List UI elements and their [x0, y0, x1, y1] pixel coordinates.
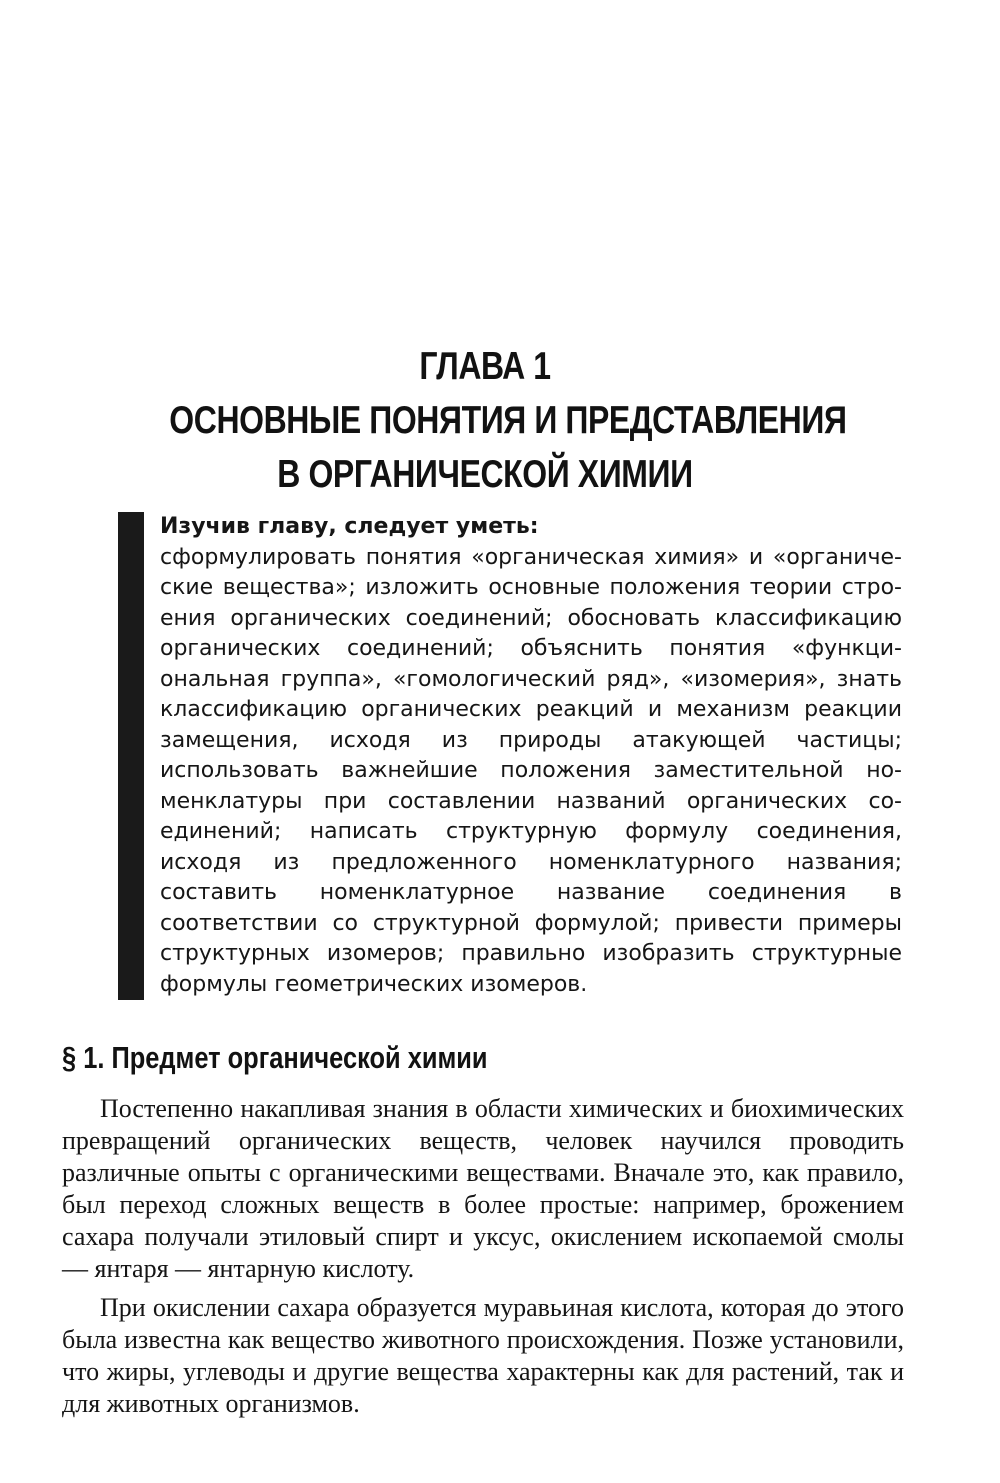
section-heading: § 1. Предмет органической химии: [62, 1040, 488, 1075]
objectives-side-bar: [118, 512, 144, 1000]
objectives-title: Изучив главу, следует уметь:: [160, 514, 539, 539]
chapter-title-line-1: ОСНОВНЫЕ ПОНЯТИЯ И ПРЕДСТАВЛЕНИЯ: [169, 399, 847, 442]
objectives-text: сформулировать понятия «органическая химия» и «органические вещества»; изложить основные положения теории строения органических соединений; обосновать классификацию органических соединений; объяснить понятия «функциональная группа», «гомологический ряд», «изомерия», знать классификацию органических реакций и механизм реакции замещения, исходя из природы атакующей частицы; использовать важнейшие положения заместительной номенклатуры при составлении названий органических соединений; написать структурную формулу соединения, исходя из предложенного номенклатурного названия; составить номенклатурное название соединения в соответствии со структурной формулой; привести примеры структурных изомеров; правильно изобразить структурные формулы геометрических изомеров.: [160, 544, 902, 997]
paragraph: При окислении сахара образуется муравьиная кислота, которая до этого была известна как вещество животного происхождения. Позже установили, что жиры, углеводы и другие вещества характерны как для растений, так и для животных организмов.: [62, 1293, 904, 1418]
objectives-body: [160, 512, 902, 1000]
section-body: [62, 1093, 904, 1427]
paragraph: Постепенно накапливая знания в области химических и биохимических превращений органических веществ, человек научился проводить различные опыты с органическими веществами. Вначале это, как правило, был переход сложных веществ в более простые: например, брожением сахара получали этиловый спирт и уксус, окислением ископаемой смолы — янтаря — янтарную кислоту.: [62, 1094, 904, 1283]
chapter-heading: [169, 340, 847, 502]
chapter-title-line-2: В ОРГАНИЧЕСКОЙ ХИМИИ: [277, 453, 693, 496]
chapter-label: ГЛАВА 1: [419, 345, 551, 388]
learning-objectives-box: [118, 512, 904, 1002]
